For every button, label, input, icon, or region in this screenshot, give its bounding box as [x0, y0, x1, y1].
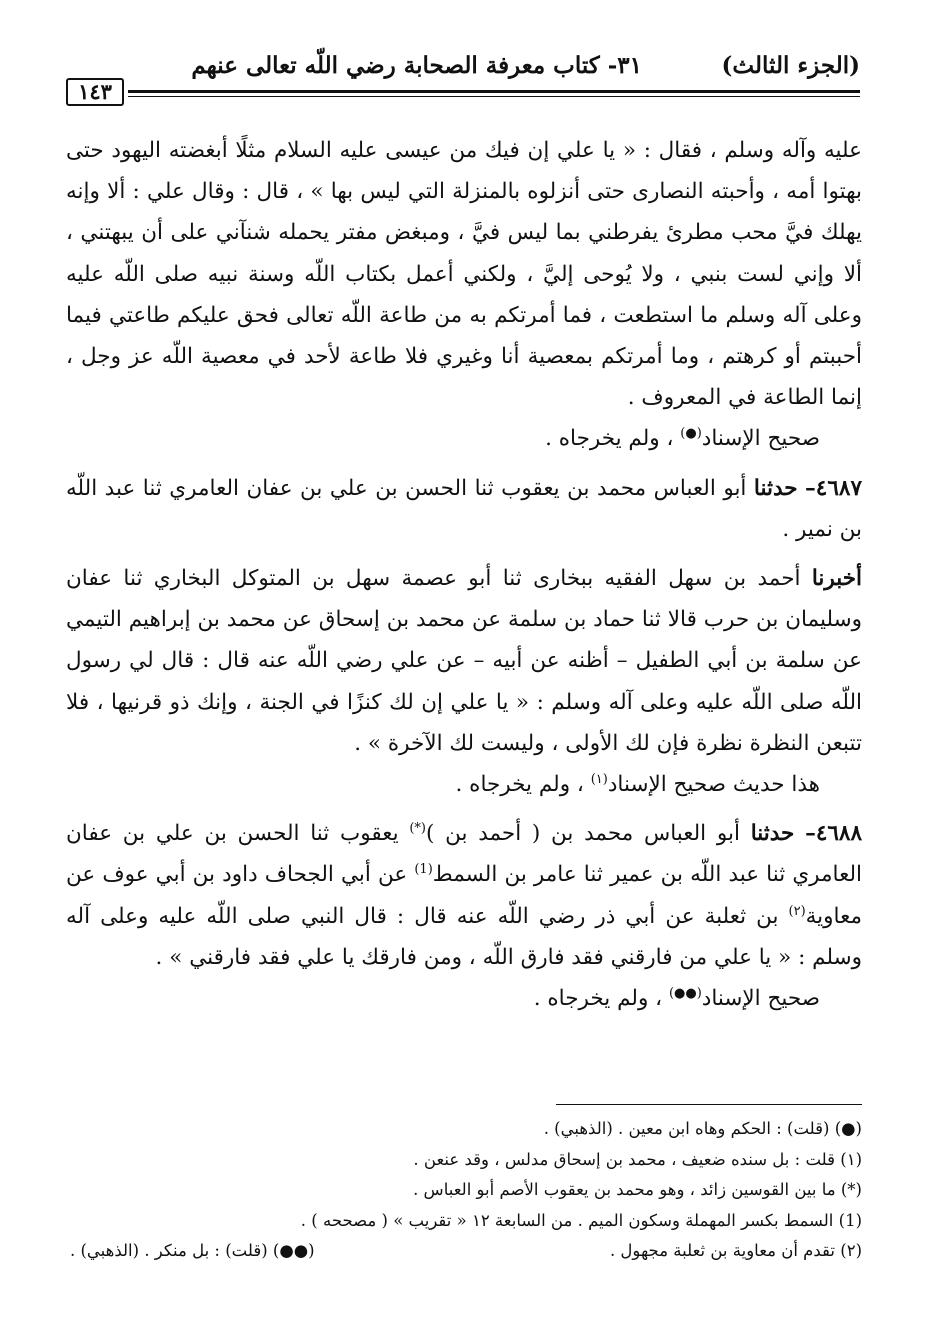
header-rule-thin	[128, 96, 860, 97]
akhbarana-chain	[66, 558, 862, 764]
grading-2-text: هذا حديث صحيح الإسناد	[607, 772, 820, 798]
hadith-number: ٤٦٨٧–	[805, 475, 862, 501]
footnote-2: (١) قلت : بل سنده ضعيف ، محمد بن إسحاق مدلس ، وقد عنعن .	[413, 1149, 862, 1169]
narration-keyword: أخبرنا	[811, 566, 862, 592]
running-header	[68, 52, 860, 86]
hadith-text: عن أبي الجحاف داود بن أبي عوف عن معاوية	[66, 862, 862, 929]
footnote-mark-1: (1)	[414, 862, 433, 878]
grading-3-tail: ، ولم يخرجاه .	[533, 986, 663, 1012]
grading-1-tail: ، ولم يخرجاه .	[545, 426, 674, 452]
spacer	[66, 805, 862, 813]
grading-1-text: صحيح الإسناد	[701, 426, 820, 452]
chapter-title: ٣١- كتاب معرفة الصحابة رضي اللّه تعالى عنهم	[191, 52, 642, 79]
footnote-mark-dots: (●●)	[668, 985, 702, 1001]
hadith-text: يعقوب ثنا الحسن بن علي بن عفان العامري ثنا عبد اللّه بن عمير ثنا عامر بن السمط	[66, 821, 862, 888]
footnote-mark-dot: (●)	[680, 426, 702, 442]
header-rule	[68, 88, 860, 102]
hadith-text: أبو العباس محمد بن يعقوب ثنا الحسن بن علي بن عفان العامري ثنا عبد اللّه بن نمير .	[66, 475, 862, 542]
hadith-4687	[66, 468, 862, 550]
narration-keyword: حدثنا	[750, 821, 795, 847]
grading-2-tail: ، ولم يخرجاه .	[455, 772, 584, 798]
footnotes	[66, 1114, 862, 1267]
hadith-text: أحمد بن سهل الفقيه ببخارى ثنا أبو عصمة سهل بن المتوكل البخاري ثنا عفان وسليمان بن حرب قالا ثنا حماد بن سلمة عن محمد بن إسحاق عن محمد بن إبراهيم التيمي عن سلمة بن أبي الطفيل – أظنه عن أبيه – عن علي رضي اللّه عنه قال : قال لي رسول اللّه صلى اللّه عليه وعلى آله وسلم : « يا علي إن لك كنزًا في الجنة ، وإنك ذو قرنيها ، فلا تتبعن النظرة نظرة فإن لك الأولى ، وليست لك الآخرة » .	[66, 566, 862, 756]
footnote-separator	[556, 1104, 862, 1105]
grading-3	[66, 978, 862, 1019]
narration-keyword: حدثنا	[753, 475, 798, 501]
footnote-6: (●●) (قلت) : بل منكر . (الذهبي) .	[70, 1241, 315, 1260]
header-rule-thick	[128, 90, 860, 93]
hadith-text: أبو العباس محمد بن ( أحمد بن )	[425, 821, 740, 847]
footnote-mark-star: (*)	[409, 821, 426, 837]
footnote-row-5	[66, 1236, 862, 1267]
grading-1	[66, 418, 862, 459]
footnote-3: (*) ما بين القوسين زائد ، وهو محمد بن يعقوب الأصم أبو العباس .	[413, 1180, 862, 1199]
footnote-mark-1: (١)	[590, 771, 608, 787]
spacer	[66, 460, 862, 468]
hadith-number: ٤٦٨٨–	[805, 821, 863, 847]
spacer	[66, 550, 862, 558]
footnote-5: (٢) تقدم أن معاوية بن ثعلبة مجهول .	[609, 1241, 862, 1260]
page-number: ١٤٣	[66, 78, 124, 106]
grading-2	[66, 764, 862, 805]
grading-3-text: صحيح الإسناد	[701, 986, 820, 1012]
hadith-text: بن ثعلبة عن أبي ذر رضي اللّه عنه قال : قال النبي صلى اللّه عليه وعلى آله وسلم : « يا علي من فارقني فقد فارق اللّه ، ومن فارقك يا علي فقد فارقني » .	[66, 903, 862, 970]
main-text	[66, 130, 862, 1019]
footnote-4: (1) السمط بكسر المهملة وسكون الميم . من السابعة ١٢ « تقريب » ( مصححه ) .	[300, 1210, 862, 1230]
volume-label: (الجزء الثالث)	[721, 52, 860, 79]
hadith-4688	[66, 813, 862, 978]
footnote-mark-2: (٢)	[788, 903, 806, 919]
paragraph-continuation: عليه وآله وسلم ، فقال : « يا علي إن فيك من عيسى عليه السلام مثلًا أبغضته اليهود حتى بهتوا أمه ، وأحبته النصارى حتى أنزلوه بالمنزلة التي ليس بها » ، قال : وقال علي : ألا وإنه يهلك فيَّ محب مطرئ يفرطني بما ليس فيَّ ، ومبغض مفتر يحمله شنآني على أن يبهتني ، ألا وإني لست بنبي ، ولا يُوحى إليَّ ، ولكني أعمل بكتاب اللّه وسنة نبيه صلى اللّه عليه وعلى آله وسلم ما استطعت ، فما أمرتكم به من طاعة اللّه تعالى فحق عليكم طاعتي فيما أحببتم أو كرهتم ، وما أمرتكم بمعصية أنا وغيري فلا طاعة لأحد في معصية اللّه عز وجل ، إنما الطاعة في المعروف .	[66, 138, 862, 411]
footnote-1: (●) (قلت) : الحكم وهاه ابن معين . (الذهبي) .	[543, 1119, 862, 1138]
